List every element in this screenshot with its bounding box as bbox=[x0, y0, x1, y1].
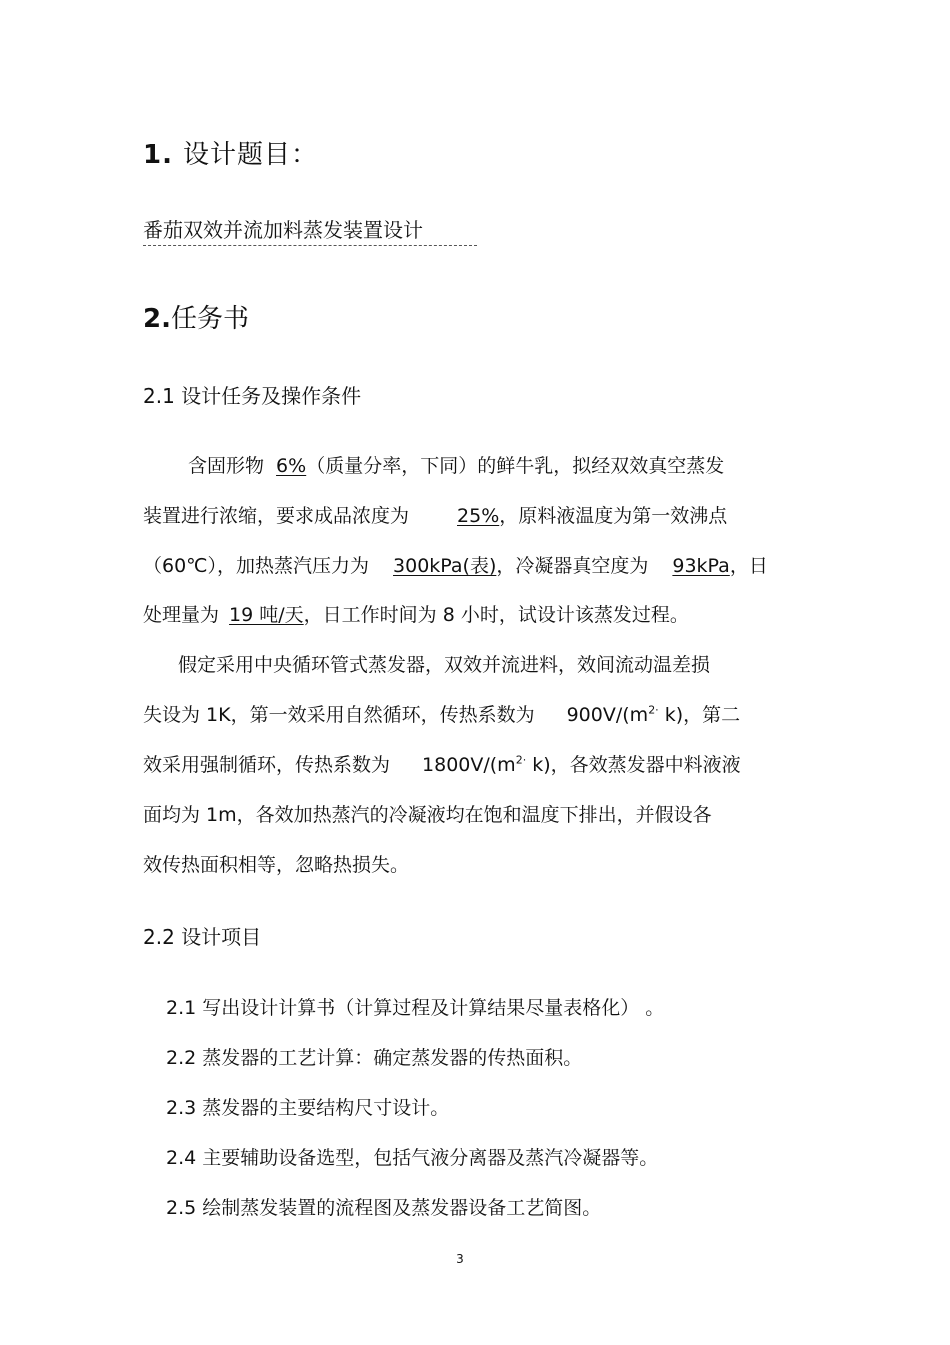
list-item: 2.4 主要辅助设备选型，包括气液分离器及蒸汽冷凝器等。 bbox=[166, 1147, 659, 1169]
page-number: 3 bbox=[456, 1252, 464, 1266]
heat-transfer-coef-2: 1800V/(m bbox=[422, 754, 516, 776]
para1-text: （质量分率，下同）的鲜牛乳，拟经双效真空蒸发 bbox=[306, 455, 725, 477]
vacuum-value: 93kPa bbox=[672, 555, 730, 577]
para1-text: ，冷凝器真空度为 bbox=[496, 555, 649, 577]
list-item: 2.1 写出设计计算书（计算过程及计算结果尽量表格化） 。 bbox=[166, 997, 665, 1019]
section-2-title: 任务书 bbox=[170, 304, 249, 334]
para1-text: ，日工作时间为 8 小时，试设计该蒸发过程。 bbox=[303, 604, 689, 626]
para2-line2 bbox=[143, 700, 740, 727]
steam-pressure-value: 300kPa(表) bbox=[393, 555, 497, 577]
para2-text: k)，第二 bbox=[658, 704, 741, 726]
subsection-2-2-heading: 2.2 设计项目 bbox=[143, 925, 262, 949]
para2-text: 效采用强制循环，传热系数为 bbox=[143, 754, 391, 776]
para1-text: 处理量为 bbox=[143, 604, 226, 626]
para1-line4 bbox=[143, 600, 689, 627]
list-item: 2.2 蒸发器的工艺计算：确定蒸发器的传热面积。 bbox=[166, 1047, 583, 1069]
list-item: 2.3 蒸发器的主要结构尺寸设计。 bbox=[166, 1097, 450, 1119]
para1-line2 bbox=[143, 501, 727, 528]
para1-line1 bbox=[188, 451, 724, 478]
para2-line3 bbox=[143, 750, 741, 777]
superscript: 2· bbox=[515, 753, 527, 767]
para1-text: 装置进行浓缩，要求成品浓度为 bbox=[143, 505, 410, 527]
para1-text: ，原料液温度为第一效沸点 bbox=[499, 505, 728, 527]
superscript: 2· bbox=[648, 703, 659, 717]
section-2-number: 2. bbox=[143, 304, 171, 334]
para1-text: 含固形物 bbox=[188, 455, 271, 477]
product-concentration-value: 25% bbox=[457, 505, 500, 527]
para2-text: k)，各效蒸发器中料液液 bbox=[526, 754, 741, 776]
para2-line4: 面均为 1m，各效加热蒸汽的冷凝液均在饱和温度下排出，并假设各 bbox=[143, 804, 712, 826]
para2-line1: 假定采用中央循环管式蒸发器，双效并流进料，效间流动温差损 bbox=[178, 654, 711, 676]
section-1-number: 1. bbox=[143, 140, 173, 170]
solid-content-value: 6% bbox=[276, 455, 307, 477]
daily-capacity-value: 19 吨/天 bbox=[229, 604, 304, 626]
para2-text: 失设为 1K，第一效采用自然循环，传热系数为 bbox=[143, 704, 535, 726]
para2-line5: 效传热面积相等，忽略热损失。 bbox=[143, 854, 410, 876]
list-item: 2.5 绘制蒸发装置的流程图及蒸发器设备工艺简图。 bbox=[166, 1197, 602, 1219]
section-1-title: 设计题目： bbox=[183, 140, 319, 170]
para1-text: （60℃），加热蒸汽压力为 bbox=[143, 555, 370, 577]
para1-line3 bbox=[143, 551, 768, 578]
design-title: 番茄双效并流加料蒸发装置设计 bbox=[143, 214, 477, 246]
section-1-heading bbox=[143, 134, 318, 171]
subsection-2-1-heading: 2.1 设计任务及操作条件 bbox=[143, 384, 362, 408]
section-2-heading bbox=[143, 298, 249, 335]
heat-transfer-coef-1: 900V/(m bbox=[566, 704, 649, 726]
para1-text: ，日 bbox=[729, 555, 768, 577]
